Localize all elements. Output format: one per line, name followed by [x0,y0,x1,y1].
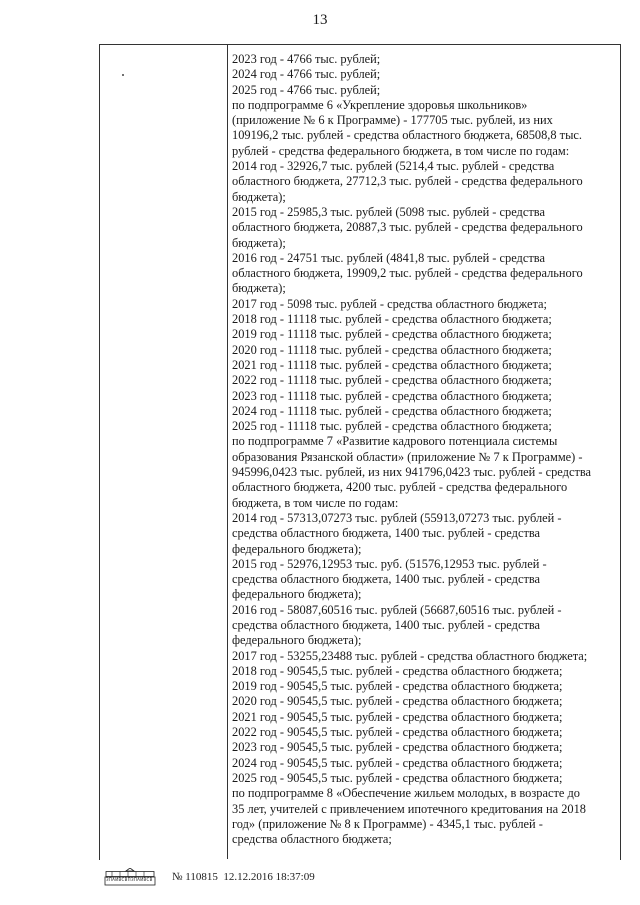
text-line: областного бюджета, 27712,3 тыс. рублей - средства федерального [232,174,583,189]
text-line: 2020 год - 11118 тыс. рублей - средства областного бюджета; [232,342,552,357]
text-line: 2018 год - 90545,5 тыс. рублей - средства областного бюджета; [232,663,563,678]
text-line: 2016 год - 24751 тыс. рублей (4841,8 тыс. рублей - средства [232,250,545,265]
text-line: 2025 год - 90545,5 тыс. рублей - средства областного бюджета; [232,770,563,785]
text-line: 109196,2 тыс. рублей - средства областного бюджета, 68508,8 тыс. [232,128,583,143]
doc-number: 110815 [185,871,218,883]
text-line: бюджета, в том числе по годам: [232,495,399,510]
text-line: 2020 год - 90545,5 тыс. рублей - средства областного бюджета; [232,694,563,709]
text-line: средства областного бюджета, 1400 тыс. рублей - средства [232,617,541,632]
text-line: федерального бюджета); [232,541,362,556]
text-line: 2016 год - 58087,60516 тыс. рублей (56687,60516 тыс. рублей - [232,602,562,617]
text-line: 2017 год - 5098 тыс. рублей - средства областного бюджета; [232,296,547,311]
text-line: бюджета); [232,235,286,250]
page-number: 13 [312,12,328,28]
text-line: 945996,0423 тыс. рублей, из них 941796,0423 тыс. рублей - средства [232,465,592,480]
text-line: 2019 год - 90545,5 тыс. рублей - средства областного бюджета; [232,679,563,694]
left-column-dot [122,74,124,76]
text-line: средства областного бюджета, 1400 тыс. рублей - средства [232,572,541,587]
footer-registration [172,871,315,883]
text-line: 2015 год - 52976,12953 тыс. руб. (51576,12953 тыс. рублей - [232,556,547,571]
text-line: 2022 год - 11118 тыс. рублей - средства областного бюджета; [232,373,552,388]
text-line: 2024 год - 4766 тыс. рублей; [232,67,381,82]
text-line: областного бюджета, 19909,2 тыс. рублей - средства федерального [232,266,583,281]
text-line: (приложение № 6 к Программе) - 177705 тыс. рублей, из них [232,113,553,128]
text-line: областного бюджета, 4200 тыс. рублей - средства федерального [232,480,568,495]
text-line: 2014 год - 57313,07273 тыс. рублей (55913,07273 тыс. рублей - [232,510,562,525]
text-line: рублей - средства федерального бюджета, в том числе по годам: [232,143,570,158]
text-line: федерального бюджета); [232,633,362,648]
text-line: по подпрограмме 7 «Развитие кадрового потенциала системы [232,434,558,449]
text-line: 2023 год - 90545,5 тыс. рублей - средства областного бюджета; [232,740,563,755]
text-line: 35 лет, учителей с привлечением ипотечного кредитования на 2018 [232,801,586,816]
doc-date-time: 12.12.2016 18:37:09 [223,871,315,883]
text-line: 2025 год - 4766 тыс. рублей; [232,82,381,97]
text-line: бюджета); [232,189,286,204]
stamp-text: ЗПАИВСВПЗПАИВСВ [106,877,153,882]
text-line: федерального бюджета); [232,587,362,602]
text-line: 2022 год - 90545,5 тыс. рублей - средства областного бюджета; [232,725,563,740]
text-line: образования Рязанской области» (приложение № 7 к Программе) - [232,449,583,464]
text-line: 2021 год - 11118 тыс. рублей - средства областного бюджета; [232,357,552,372]
text-line: средства областного бюджета, 1400 тыс. рублей - средства [232,526,541,541]
text-line: 2025 год - 11118 тыс. рублей - средства областного бюджета; [232,419,552,434]
text-line: 2015 год - 25985,3 тыс. рублей (5098 тыс. рублей - средства [232,204,545,219]
text-line: средства областного бюджета; [232,832,392,847]
column-divider [227,44,228,859]
text-line: 2024 год - 90545,5 тыс. рублей - средства областного бюджета; [232,755,563,770]
text-line: 2014 год - 32926,7 тыс. рублей (5214,4 тыс. рублей - средства [232,159,555,174]
text-line: по подпрограмме 8 «Обеспечение жильем молодых, в возрасте до [232,786,580,801]
text-line: по подпрограмме 6 «Укрепление здоровья школьников» [232,97,528,112]
text-line: год» (приложение № 8 к Программе) - 4345,1 тыс. рублей - [232,816,543,831]
text-line: 2019 год - 11118 тыс. рублей - средства областного бюджета; [232,327,552,342]
funding-text [232,52,614,847]
text-line: 2024 год - 11118 тыс. рублей - средства областного бюджета; [232,403,552,418]
text-line: 2021 год - 90545,5 тыс. рублей - средства областного бюджета; [232,709,563,724]
text-line: 2023 год - 4766 тыс. рублей; [232,52,381,66]
text-line: 2018 год - 11118 тыс. рублей - средства областного бюджета; [232,312,552,327]
text-line: областного бюджета, 20887,3 тыс. рублей - средства федерального [232,220,583,235]
doc-number-prefix: № [172,871,183,883]
text-line: 2023 год - 11118 тыс. рублей - средства областного бюджета; [232,388,552,403]
text-line: бюджета); [232,281,286,296]
text-line: 2017 год - 53255,23488 тыс. рублей - средства областного бюджета; [232,648,588,663]
